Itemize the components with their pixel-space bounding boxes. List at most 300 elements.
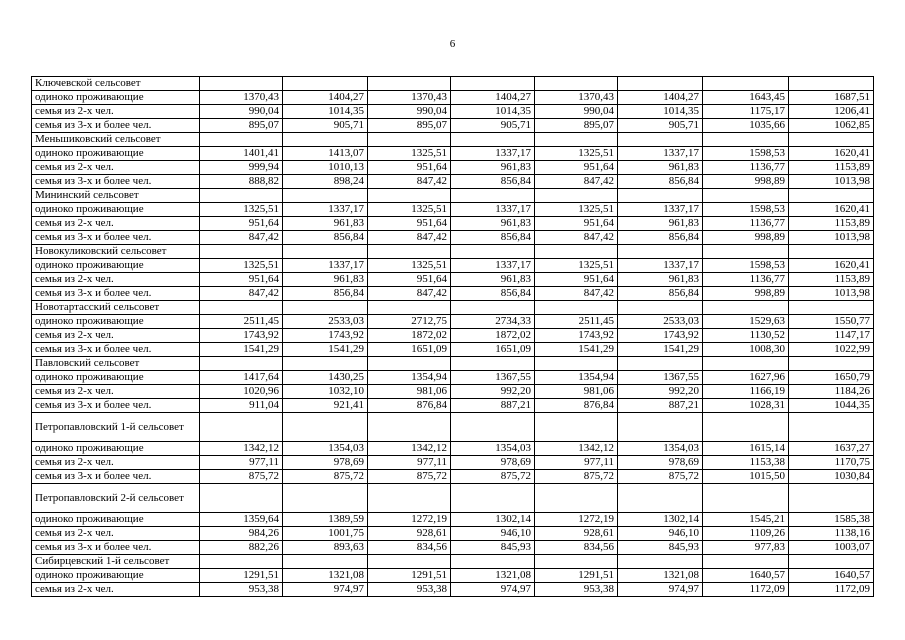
- value-cell: 856,84: [451, 231, 535, 245]
- value-cell: 905,71: [283, 119, 368, 133]
- empty-cell: [618, 484, 703, 513]
- value-cell: 1337,17: [618, 259, 703, 273]
- value-cell: 978,69: [618, 456, 703, 470]
- value-cell: 1640,57: [703, 569, 789, 583]
- value-cell: 1008,30: [703, 343, 789, 357]
- value-cell: 1291,51: [200, 569, 283, 583]
- row-label: одиноко проживающие: [32, 259, 200, 273]
- empty-cell: [451, 413, 535, 442]
- value-cell: 1651,09: [451, 343, 535, 357]
- value-cell: 1637,27: [789, 442, 874, 456]
- value-cell: 1044,35: [789, 399, 874, 413]
- section-name: Меньшиковский сельсовет: [32, 133, 200, 147]
- value-cell: 2511,45: [535, 315, 618, 329]
- value-cell: 1342,12: [368, 442, 451, 456]
- row-label: семья из 3-х и более чел.: [32, 399, 200, 413]
- table-row: [32, 470, 874, 484]
- section-name: Петропавловский 1-й сельсовет: [32, 413, 200, 442]
- row-label: семья из 2-х чел.: [32, 456, 200, 470]
- table-row: [32, 569, 874, 583]
- empty-cell: [618, 77, 703, 91]
- value-cell: 990,04: [368, 105, 451, 119]
- value-cell: 953,38: [200, 583, 283, 597]
- page-number: 6: [449, 38, 456, 50]
- value-cell: 876,84: [368, 399, 451, 413]
- table-row: [32, 541, 874, 555]
- value-cell: 1291,51: [368, 569, 451, 583]
- section-name: Сибирцевский 1-й сельсовет: [32, 555, 200, 569]
- value-cell: 977,11: [200, 456, 283, 470]
- row-label: семья из 3-х и более чел.: [32, 470, 200, 484]
- value-cell: 1541,29: [618, 343, 703, 357]
- empty-cell: [368, 555, 451, 569]
- empty-cell: [789, 555, 874, 569]
- empty-cell: [368, 301, 451, 315]
- value-cell: 1272,19: [535, 513, 618, 527]
- value-cell: 1370,43: [200, 91, 283, 105]
- value-cell: 1325,51: [368, 259, 451, 273]
- value-cell: 953,38: [368, 583, 451, 597]
- value-cell: 1370,43: [368, 91, 451, 105]
- value-cell: 1206,41: [789, 105, 874, 119]
- value-cell: 1541,29: [283, 343, 368, 357]
- section-name: Павловский сельсовет: [32, 357, 200, 371]
- value-cell: 1302,14: [618, 513, 703, 527]
- value-cell: 998,89: [703, 287, 789, 301]
- value-cell: 961,83: [618, 217, 703, 231]
- empty-cell: [451, 357, 535, 371]
- empty-cell: [789, 484, 874, 513]
- table-row: [32, 105, 874, 119]
- row-label: одиноко проживающие: [32, 513, 200, 527]
- empty-cell: [703, 484, 789, 513]
- value-cell: 928,61: [535, 527, 618, 541]
- empty-cell: [535, 77, 618, 91]
- value-cell: 895,07: [200, 119, 283, 133]
- table-row: [32, 513, 874, 527]
- value-cell: 1325,51: [535, 259, 618, 273]
- table-row: [32, 231, 874, 245]
- value-cell: 1337,17: [618, 147, 703, 161]
- value-cell: 1367,55: [451, 371, 535, 385]
- section-header-row: [32, 189, 874, 203]
- value-cell: 951,64: [200, 273, 283, 287]
- value-cell: 1015,50: [703, 470, 789, 484]
- row-label: семья из 3-х и более чел.: [32, 343, 200, 357]
- value-cell: 856,84: [451, 175, 535, 189]
- value-cell: 1585,38: [789, 513, 874, 527]
- empty-cell: [618, 413, 703, 442]
- value-cell: 1401,41: [200, 147, 283, 161]
- value-cell: 1620,41: [789, 259, 874, 273]
- value-cell: 1598,53: [703, 203, 789, 217]
- table-row: [32, 147, 874, 161]
- value-cell: 1325,51: [368, 147, 451, 161]
- row-label: семья из 2-х чел.: [32, 161, 200, 175]
- empty-cell: [200, 245, 283, 259]
- table-row: [32, 217, 874, 231]
- value-cell: 882,26: [200, 541, 283, 555]
- value-cell: 1354,03: [618, 442, 703, 456]
- value-cell: 1367,55: [618, 371, 703, 385]
- value-cell: 974,97: [618, 583, 703, 597]
- value-cell: 1354,03: [283, 442, 368, 456]
- value-cell: 999,94: [200, 161, 283, 175]
- value-cell: 834,56: [368, 541, 451, 555]
- value-cell: 2712,75: [368, 315, 451, 329]
- empty-cell: [283, 189, 368, 203]
- empty-cell: [283, 301, 368, 315]
- empty-cell: [451, 245, 535, 259]
- value-cell: 856,84: [451, 287, 535, 301]
- row-label: одиноко проживающие: [32, 315, 200, 329]
- value-cell: 847,42: [535, 175, 618, 189]
- value-cell: 887,21: [451, 399, 535, 413]
- empty-cell: [618, 133, 703, 147]
- empty-cell: [703, 189, 789, 203]
- empty-cell: [618, 357, 703, 371]
- value-cell: 1337,17: [283, 203, 368, 217]
- value-cell: 1354,94: [368, 371, 451, 385]
- value-cell: 951,64: [535, 273, 618, 287]
- value-cell: 875,72: [200, 470, 283, 484]
- table-row: [32, 583, 874, 597]
- empty-cell: [789, 189, 874, 203]
- value-cell: 1020,96: [200, 385, 283, 399]
- value-cell: 1651,09: [368, 343, 451, 357]
- value-cell: 1598,53: [703, 147, 789, 161]
- value-cell: 1325,51: [200, 259, 283, 273]
- empty-cell: [535, 189, 618, 203]
- value-cell: 1325,51: [535, 203, 618, 217]
- empty-cell: [703, 133, 789, 147]
- row-label: семья из 3-х и более чел.: [32, 287, 200, 301]
- value-cell: 977,11: [368, 456, 451, 470]
- table-row: [32, 259, 874, 273]
- value-cell: 1430,25: [283, 371, 368, 385]
- section-name: Новокуликовский сельсовет: [32, 245, 200, 259]
- value-cell: 856,84: [618, 231, 703, 245]
- value-cell: 946,10: [618, 527, 703, 541]
- value-cell: 1417,64: [200, 371, 283, 385]
- value-cell: 1003,07: [789, 541, 874, 555]
- value-cell: 856,84: [618, 175, 703, 189]
- empty-cell: [200, 301, 283, 315]
- empty-cell: [451, 77, 535, 91]
- value-cell: 1172,09: [703, 583, 789, 597]
- row-label: семья из 3-х и более чел.: [32, 231, 200, 245]
- value-cell: 1175,17: [703, 105, 789, 119]
- row-label: семья из 2-х чел.: [32, 329, 200, 343]
- value-cell: 2734,33: [451, 315, 535, 329]
- value-cell: 1013,98: [789, 175, 874, 189]
- value-cell: 921,41: [283, 399, 368, 413]
- value-cell: 961,83: [283, 217, 368, 231]
- empty-cell: [283, 245, 368, 259]
- section-name: Мининский сельсовет: [32, 189, 200, 203]
- table-body: [32, 77, 874, 597]
- empty-cell: [703, 77, 789, 91]
- value-cell: 834,56: [535, 541, 618, 555]
- value-cell: 961,83: [618, 273, 703, 287]
- empty-cell: [535, 484, 618, 513]
- empty-cell: [535, 413, 618, 442]
- table-row: [32, 203, 874, 217]
- value-cell: 847,42: [200, 231, 283, 245]
- empty-cell: [789, 77, 874, 91]
- value-cell: 1138,16: [789, 527, 874, 541]
- empty-cell: [368, 245, 451, 259]
- empty-cell: [451, 484, 535, 513]
- table-row: [32, 329, 874, 343]
- value-cell: 951,64: [535, 161, 618, 175]
- section-header-row: [32, 555, 874, 569]
- row-label: семья из 2-х чел.: [32, 385, 200, 399]
- section-header-row: [32, 357, 874, 371]
- empty-cell: [789, 413, 874, 442]
- value-cell: 1404,27: [451, 91, 535, 105]
- value-cell: 990,04: [200, 105, 283, 119]
- value-cell: 1136,77: [703, 273, 789, 287]
- value-cell: 911,04: [200, 399, 283, 413]
- table-row: [32, 385, 874, 399]
- value-cell: 856,84: [283, 287, 368, 301]
- row-label: семья из 2-х чел.: [32, 217, 200, 231]
- value-cell: 1550,77: [789, 315, 874, 329]
- empty-cell: [618, 301, 703, 315]
- section-name: Петропавловский 2-й сельсовет: [32, 484, 200, 513]
- value-cell: 895,07: [368, 119, 451, 133]
- value-cell: 898,24: [283, 175, 368, 189]
- value-cell: 953,38: [535, 583, 618, 597]
- value-cell: 875,72: [618, 470, 703, 484]
- value-cell: 961,83: [451, 161, 535, 175]
- value-cell: 1541,29: [200, 343, 283, 357]
- value-cell: 961,83: [451, 273, 535, 287]
- section-header-row: [32, 133, 874, 147]
- value-cell: 946,10: [451, 527, 535, 541]
- empty-cell: [703, 301, 789, 315]
- value-cell: 905,71: [451, 119, 535, 133]
- empty-cell: [283, 133, 368, 147]
- value-cell: 951,64: [200, 217, 283, 231]
- empty-cell: [283, 357, 368, 371]
- table-row: [32, 315, 874, 329]
- empty-cell: [200, 189, 283, 203]
- row-label: семья из 2-х чел.: [32, 527, 200, 541]
- table-row: [32, 456, 874, 470]
- table-row: [32, 119, 874, 133]
- value-cell: 977,11: [535, 456, 618, 470]
- value-cell: 1354,03: [451, 442, 535, 456]
- row-label: семья из 3-х и более чел.: [32, 119, 200, 133]
- table-row: [32, 161, 874, 175]
- empty-cell: [368, 484, 451, 513]
- value-cell: 1136,77: [703, 161, 789, 175]
- section-header-row: [32, 77, 874, 91]
- value-cell: 1413,07: [283, 147, 368, 161]
- value-cell: 1342,12: [535, 442, 618, 456]
- value-cell: 1643,45: [703, 91, 789, 105]
- value-cell: 875,72: [368, 470, 451, 484]
- table-row: [32, 399, 874, 413]
- value-cell: 1627,96: [703, 371, 789, 385]
- empty-cell: [703, 555, 789, 569]
- value-cell: 847,42: [368, 175, 451, 189]
- value-cell: 856,84: [283, 231, 368, 245]
- empty-cell: [283, 555, 368, 569]
- empty-cell: [789, 301, 874, 315]
- value-cell: 875,72: [283, 470, 368, 484]
- empty-cell: [535, 245, 618, 259]
- row-label: одиноко проживающие: [32, 442, 200, 456]
- value-cell: 998,89: [703, 175, 789, 189]
- table-row: [32, 287, 874, 301]
- value-cell: 875,72: [451, 470, 535, 484]
- value-cell: 1743,92: [283, 329, 368, 343]
- table-row: [32, 343, 874, 357]
- empty-cell: [368, 133, 451, 147]
- table-row: [32, 91, 874, 105]
- value-cell: 1325,51: [200, 203, 283, 217]
- value-cell: 2533,03: [283, 315, 368, 329]
- value-cell: 856,84: [618, 287, 703, 301]
- value-cell: 2511,45: [200, 315, 283, 329]
- value-cell: 1272,19: [368, 513, 451, 527]
- value-cell: 1032,10: [283, 385, 368, 399]
- empty-cell: [703, 357, 789, 371]
- value-cell: 1170,75: [789, 456, 874, 470]
- empty-cell: [200, 555, 283, 569]
- table-row: [32, 527, 874, 541]
- tariff-table: [31, 76, 874, 597]
- empty-cell: [618, 555, 703, 569]
- row-label: одиноко проживающие: [32, 569, 200, 583]
- value-cell: 1147,17: [789, 329, 874, 343]
- value-cell: 951,64: [535, 217, 618, 231]
- value-cell: 1872,02: [451, 329, 535, 343]
- value-cell: 1184,26: [789, 385, 874, 399]
- value-cell: 951,64: [368, 161, 451, 175]
- value-cell: 1620,41: [789, 147, 874, 161]
- value-cell: 847,42: [535, 287, 618, 301]
- value-cell: 1545,21: [703, 513, 789, 527]
- empty-cell: [451, 301, 535, 315]
- value-cell: 887,21: [618, 399, 703, 413]
- value-cell: 1743,92: [535, 329, 618, 343]
- empty-cell: [200, 133, 283, 147]
- empty-cell: [200, 484, 283, 513]
- value-cell: 1001,75: [283, 527, 368, 541]
- value-cell: 1302,14: [451, 513, 535, 527]
- section-header-row: [32, 413, 874, 442]
- empty-cell: [200, 357, 283, 371]
- row-label: семья из 2-х чел.: [32, 583, 200, 597]
- value-cell: 1153,89: [789, 273, 874, 287]
- value-cell: 1014,35: [283, 105, 368, 119]
- empty-cell: [618, 245, 703, 259]
- value-cell: 928,61: [368, 527, 451, 541]
- empty-cell: [283, 413, 368, 442]
- empty-cell: [451, 555, 535, 569]
- empty-cell: [535, 555, 618, 569]
- value-cell: 2533,03: [618, 315, 703, 329]
- row-label: одиноко проживающие: [32, 91, 200, 105]
- empty-cell: [789, 245, 874, 259]
- row-label: семья из 3-х и более чел.: [32, 541, 200, 555]
- table-row: [32, 273, 874, 287]
- value-cell: 990,04: [535, 105, 618, 119]
- value-cell: 847,42: [368, 287, 451, 301]
- value-cell: 1153,89: [789, 161, 874, 175]
- empty-cell: [368, 413, 451, 442]
- value-cell: 1325,51: [368, 203, 451, 217]
- empty-cell: [451, 189, 535, 203]
- empty-cell: [283, 77, 368, 91]
- value-cell: 1615,14: [703, 442, 789, 456]
- value-cell: 1130,52: [703, 329, 789, 343]
- value-cell: 1687,51: [789, 91, 874, 105]
- value-cell: 847,42: [535, 231, 618, 245]
- value-cell: 905,71: [618, 119, 703, 133]
- value-cell: 1640,57: [789, 569, 874, 583]
- value-cell: 1291,51: [535, 569, 618, 583]
- value-cell: 893,63: [283, 541, 368, 555]
- empty-cell: [200, 77, 283, 91]
- value-cell: 876,84: [535, 399, 618, 413]
- table-row: [32, 442, 874, 456]
- value-cell: 1354,94: [535, 371, 618, 385]
- value-cell: 1321,08: [283, 569, 368, 583]
- value-cell: 1014,35: [618, 105, 703, 119]
- value-cell: 1325,51: [535, 147, 618, 161]
- empty-cell: [618, 189, 703, 203]
- value-cell: 1136,77: [703, 217, 789, 231]
- row-label: одиноко проживающие: [32, 371, 200, 385]
- value-cell: 1598,53: [703, 259, 789, 273]
- value-cell: 1321,08: [451, 569, 535, 583]
- value-cell: 951,64: [368, 217, 451, 231]
- value-cell: 1337,17: [451, 259, 535, 273]
- value-cell: 1172,09: [789, 583, 874, 597]
- empty-cell: [451, 133, 535, 147]
- value-cell: 888,82: [200, 175, 283, 189]
- value-cell: 1529,63: [703, 315, 789, 329]
- value-cell: 1153,38: [703, 456, 789, 470]
- value-cell: 1389,59: [283, 513, 368, 527]
- row-label: одиноко проживающие: [32, 147, 200, 161]
- value-cell: 1370,43: [535, 91, 618, 105]
- value-cell: 974,97: [451, 583, 535, 597]
- row-label: семья из 3-х и более чел.: [32, 175, 200, 189]
- value-cell: 981,06: [368, 385, 451, 399]
- value-cell: 845,93: [451, 541, 535, 555]
- value-cell: 1337,17: [451, 147, 535, 161]
- empty-cell: [703, 413, 789, 442]
- value-cell: 992,20: [618, 385, 703, 399]
- empty-cell: [535, 301, 618, 315]
- value-cell: 977,83: [703, 541, 789, 555]
- empty-cell: [368, 189, 451, 203]
- table-row: [32, 175, 874, 189]
- value-cell: 984,26: [200, 527, 283, 541]
- value-cell: 1028,31: [703, 399, 789, 413]
- value-cell: 992,20: [451, 385, 535, 399]
- value-cell: 961,83: [451, 217, 535, 231]
- empty-cell: [789, 357, 874, 371]
- empty-cell: [535, 133, 618, 147]
- value-cell: 1359,64: [200, 513, 283, 527]
